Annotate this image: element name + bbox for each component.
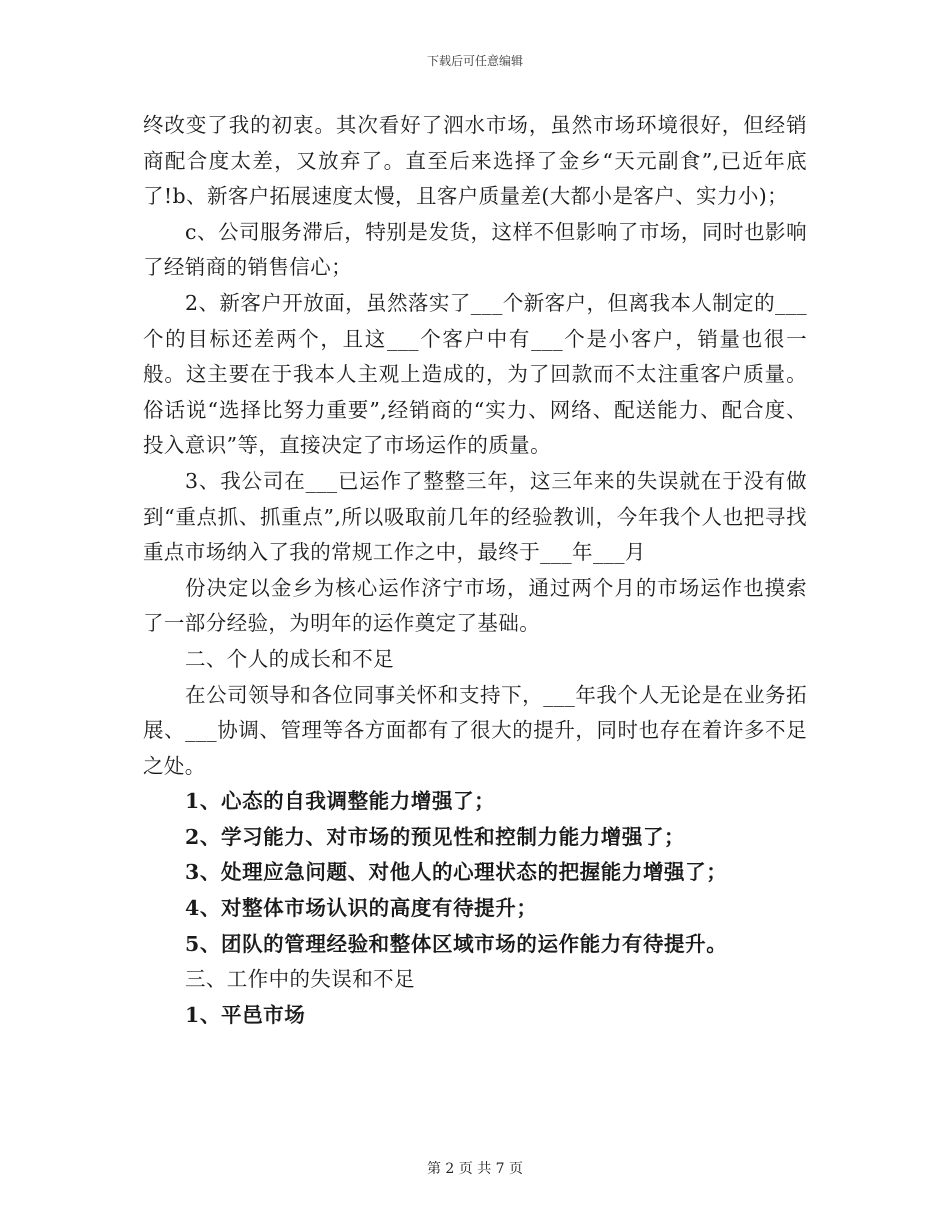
section-heading-growth: 二、个人的成长和不足	[185, 646, 394, 671]
list-item-growth-1: 1、心态的自我调整能力增强了；	[185, 789, 496, 814]
page-footer: 第 2 页 共 7 页	[426, 1161, 524, 1177]
list-item-growth-2: 2、学习能力、对市场的预见性和控制力能力增强了；	[185, 824, 686, 849]
list-item-pingyi-market: 1、平邑市场	[185, 1002, 306, 1027]
list-item-growth-4: 4、对整体市场认识的高度有待提升；	[185, 896, 538, 921]
list-item-growth-3: 3、处理应急问题、对他人的心理状态的把握能力增强了；	[185, 860, 728, 885]
list-item-growth-5: 5、团队的管理经验和整体区域市场的运作能力有待提升。	[185, 931, 728, 956]
paragraph-jinxiang: 份决定以金乡为核心运作济宁市场，通过两个月的市场运作也摸索了一部分经验，为明年的运作奠定了基础。	[143, 575, 807, 636]
paragraph-growth-intro: 在公司领导和各位同事关怀和支持下，___年我个人无论是在业务拓展、___协调、管理等各方面都有了很大的提升，同时也存在着许多不足之处。	[143, 682, 807, 778]
paragraph-continuation: 终改变了我的初衷。其次看好了泗水市场，虽然市场环境很好，但经销商配合度太差，又放弃了。直至后来选择了金乡“天元副食”,已近年底了!b、新客户拓展速度太慢，且客户质量差(大都小是客户、实力小)；	[143, 113, 807, 209]
page-header: 下载后可任意编辑	[426, 54, 523, 68]
paragraph-service: c、公司服务滞后，特别是发货，这样不但影响了市场，同时也影响了经销商的销售信心；	[143, 219, 807, 280]
paragraph-three-years: 3、我公司在___已运作了整整三年，这三年来的失误就在于没有做到“重点抓、抓重点”,所以吸取前几年的经验教训，今年我个人也把寻找重点市场纳入了我的常规工作之中，最终于___年___月	[143, 468, 807, 565]
section-heading-mistakes: 三、工作中的失误和不足	[185, 967, 415, 992]
paragraph-new-customers: 2、新客户开放面，虽然落实了___个新客户，但离我本人制定的___个的目标还差两个，且这___个客户中有___个是小客户，销量也很一般。这主要在于我本人主观上造成的，为了回款而不太注重客户质量。俗话说“选择比努力重要”,经销商的“实力、网络、配送能力、配合度、投入意识”等，直接决定了市场运作的质量。	[143, 290, 807, 458]
document-body	[143, 108, 807, 1033]
